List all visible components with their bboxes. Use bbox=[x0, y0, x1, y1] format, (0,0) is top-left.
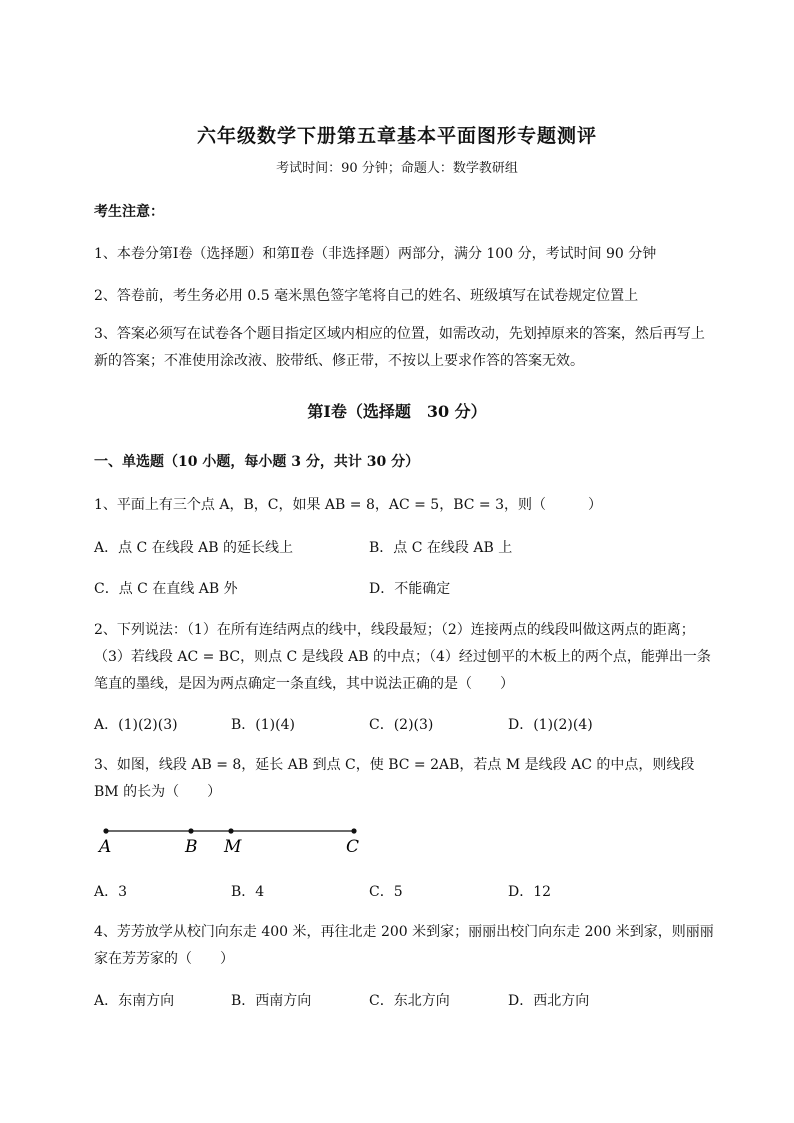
question-1-option-a: A．点 C 在线段 AB 的延长线上 bbox=[94, 540, 294, 556]
question-3-option-d: D．12 bbox=[508, 884, 552, 900]
part-title: 一、单选题（10 小题，每小题 3 分，共计 30 分） bbox=[94, 454, 420, 470]
exam-info: 考试时间：90 分钟；命题人：数学教研组 bbox=[276, 161, 518, 176]
notice-heading: 考生注意： bbox=[94, 204, 164, 220]
label-m: M bbox=[224, 837, 242, 857]
question-1-option-d: D．不能确定 bbox=[369, 581, 451, 597]
question-1-stem: 1、平面上有三个点 A，B，C，如果 AB = 8，AC = 5，BC = 3，则（ ） bbox=[94, 497, 603, 513]
notice-item-3: 3、答案必须写在试卷各个题目指定区域内相应的位置，如需改动，先划掉原来的答案，然后再写上新的答案；不准使用涂改液、胶带纸、修正带，不按以上要求作答的答案无效。 bbox=[94, 326, 705, 369]
label-a: A bbox=[99, 837, 112, 857]
question-4-option-c: C．东北方向 bbox=[369, 993, 450, 1009]
question-4-option-b: B．西南方向 bbox=[231, 993, 312, 1009]
question-3-stem: 3、如图，线段 AB = 8，延长 AB 到点 C，使 BC = 2AB，若点 M 是线段 AC 的中点，则线段 BM 的长为（ ） bbox=[94, 757, 695, 800]
question-4-stem: 4、芳芳放学从校门向东走 400 米，再往北走 200 米到家；丽丽出校门向东走 200 米到家，则丽丽家在芳芳家的（ ） bbox=[94, 924, 714, 967]
line-segment-figure bbox=[94, 820, 384, 862]
question-2-option-d: D．(1)(2)(4) bbox=[508, 717, 593, 733]
point-c bbox=[351, 828, 356, 833]
question-2-option-b: B．(1)(4) bbox=[231, 717, 295, 733]
question-2-stem: 2、下列说法：（1）在所有连结两点的线中，线段最短；（2）连接两点的线段叫做这两点的距离；（3）若线段 AC = BC，则点 C 是线段 AB 的中点；（4）经过刨平的木板上的两个点，能弹出一条笔直的墨线，是因为两点确定一条直线，其中说法正确的是（ ） bbox=[94, 622, 711, 692]
label-c: C bbox=[346, 837, 360, 857]
point-a bbox=[103, 828, 108, 833]
notice-item-1: 1、本卷分第Ⅰ卷（选择题）和第Ⅱ卷（非选择题）两部分，满分 100 分，考试时间 90 分钟 bbox=[94, 246, 657, 262]
question-1-option-c: C．点 C 在直线 AB 外 bbox=[94, 581, 238, 597]
page-title: 六年级数学下册第五章基本平面图形专题测评 bbox=[196, 125, 597, 147]
notice-item-2: 2、答卷前，考生务必用 0.5 毫米黑色签字笔将自己的姓名、班级填写在试卷规定位置上 bbox=[94, 288, 639, 304]
question-3-option-a: A．3 bbox=[94, 884, 128, 900]
section-title: 第Ⅰ卷（选择题 30 分） bbox=[307, 402, 487, 421]
point-b bbox=[188, 828, 193, 833]
question-2-option-a: A．(1)(2)(3) bbox=[94, 717, 178, 733]
question-3-option-c: C．5 bbox=[369, 884, 403, 900]
point-m bbox=[228, 828, 233, 833]
label-b: B bbox=[185, 837, 198, 857]
question-3-option-b: B．4 bbox=[231, 884, 265, 900]
question-4-option-d: D．西北方向 bbox=[508, 993, 590, 1009]
question-4-option-a: A．东南方向 bbox=[94, 993, 175, 1009]
question-1-option-b: B．点 C 在线段 AB 上 bbox=[369, 540, 513, 556]
question-2-option-c: C．(2)(3) bbox=[369, 717, 434, 733]
